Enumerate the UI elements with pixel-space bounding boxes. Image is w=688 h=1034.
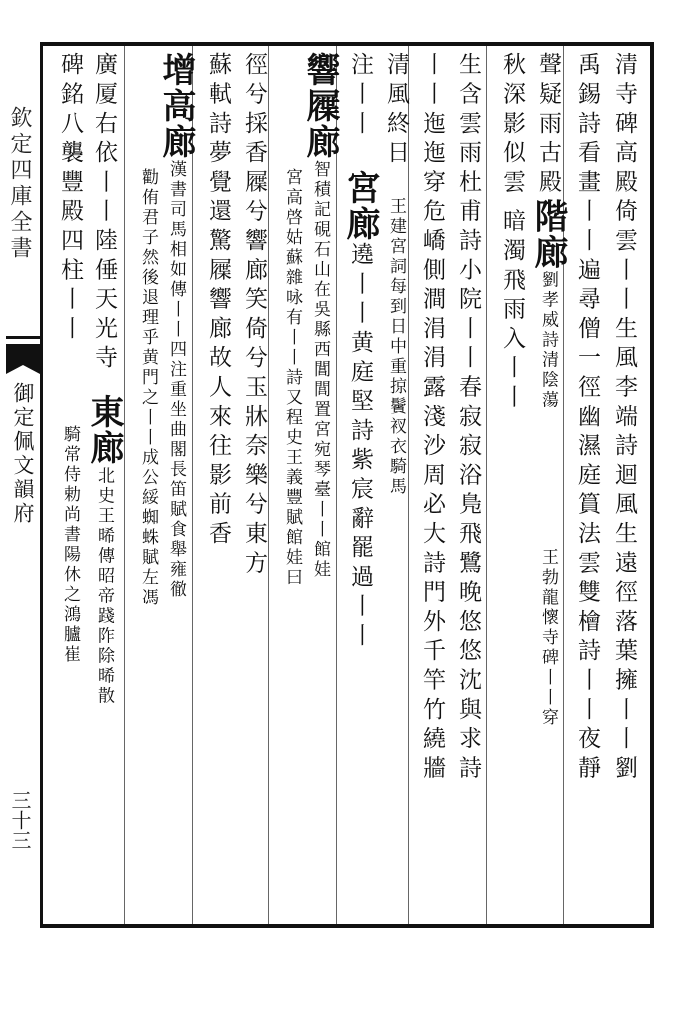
text-column [84,52,124,918]
annotation-text: 宮高啓姑蘇雜咏有丨丨詩又程史王義豐賦館娃曰 [282,168,302,588]
column-text: 注丨丨 [347,52,373,140]
frame-right-border [650,42,654,928]
text-column [272,168,312,1034]
annotation-text: 騎常侍勅尚書陽休之鴻臚崔 [60,425,80,665]
text-column [492,52,532,918]
column-text: 碑銘八襲豐殿四柱丨丨 [57,52,83,345]
entry-heading: 宮廊 [340,169,380,242]
column-text: 清寺碑高殿倚雲丨丨生風李端詩迴風生遠徑落葉擁丨丨劉 [611,52,637,785]
fishtail-line [6,336,40,339]
column-text: 遶丨丨黄庭堅詩紫宸辭罷過丨丨 [347,241,373,653]
column-text: 暗濁飛雨入丨丨 [499,208,525,414]
column-text: 徑兮採香屧兮響廊笑倚兮玉牀奈樂兮東方 [241,52,267,580]
entry-heading: 階廊 [528,198,568,271]
column-text: 廣厦右依丨丨陸倕天光寺 [91,52,117,375]
text-column [340,52,380,918]
annotation-text: 王建宮詞每到日中重掠鬢衩衣騎馬 [386,197,406,498]
column-text: 蘇軾詩夢覺還驚屧響廊故人來往影前香 [205,52,231,551]
text-column [50,52,90,918]
text-column [448,52,488,918]
entry-heading: 東廊 [84,394,124,467]
annotation-text: 智積記硯石山在吳縣西閶閭置宮宛琴臺丨丨館娃 [310,160,330,580]
text-column [567,52,607,918]
text-column [376,52,416,918]
margin-title: 欽定四庫全書 [7,106,32,262]
annotation-text: 王勃龍懷寺碑丨丨穿 [538,548,558,728]
column-text: 秋深影似雲 [499,52,525,199]
text-column [412,52,452,918]
annotation-text: 劉孝威詩清陰蕩 [538,270,558,411]
text-column [128,168,168,1034]
column-text: 清風終日 [383,52,409,170]
margin-page-number: 三十三 [8,790,32,850]
column-divider [124,46,125,924]
annotation-text: 勸侑君子然後退理乎黄門之丨丨成公綏蜘蛛賦左馮 [138,168,158,608]
margin-strip [0,46,40,924]
text-column [198,52,238,918]
text-column [234,52,274,918]
column-text: 生含雲雨杜甫詩小院丨丨春寂寂浴鳬飛鷺晚悠悠沈與求詩 [455,52,481,785]
fishtail-mark-icon [6,344,40,374]
annotation-text: 北史王晞傳昭帝踐阼除晞散 [94,466,114,707]
column-text: 禹錫詩看畫丨丨遍尋僧一徑幽濕庭篔法雲雙檜詩丨丨夜靜 [574,52,600,785]
column-text: 丨丨迤迤穿危嶠側澗涓涓露淺沙周必大詩門外千竿竹繞牆 [419,52,445,785]
entry-heading: 響屧廊 [300,52,340,160]
entry-heading: 增高廊 [156,52,196,160]
margin-book-title: 御定佩文韻府 [11,382,35,526]
text-column [604,52,644,918]
frame-left-border [40,42,43,928]
frame-top-border [40,42,652,46]
column-text: 聲疑雨古殿 [535,52,561,199]
annotation-text: 漢書司馬相如傳丨丨四注重坐曲閣長笛賦食舉雍徹 [166,160,186,600]
text-column-lower [528,548,568,908]
